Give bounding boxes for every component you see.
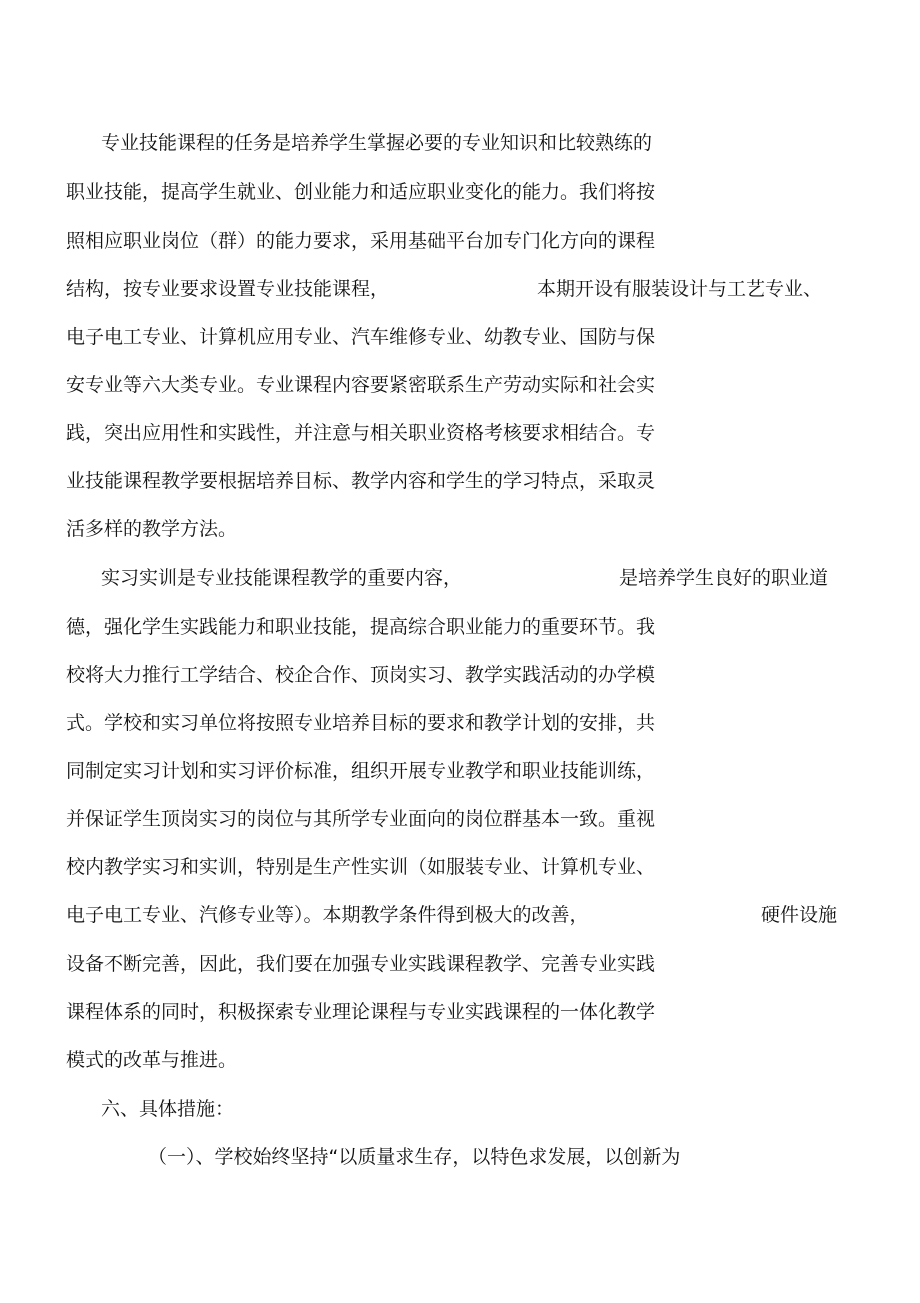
p2-line-11: 模式的改革与推进。	[66, 1049, 238, 1071]
p1-line-8: 业技能课程教学要根据培养目标、教学内容和学生的学习特点，采取灵	[66, 470, 656, 492]
p2-line-6: 并保证学生顶岗实习的岗位与其所学专业面向的岗位群基本一致。重视	[66, 808, 656, 830]
section-heading: 六、具体措施：	[101, 1098, 235, 1120]
p2-line-9: 设备不断完善，因此，我们要在加强专业实践课程教学、完善专业实践	[66, 953, 656, 975]
p1-line-4a: 结构，按专业要求设置专业技能课程，	[66, 278, 390, 300]
p1-line-3: 照相应职业岗位（群）的能力要求，采用基础平台加专门化方向的课程	[66, 230, 656, 252]
p2-line-1b: 是培养学生良好的职业道	[619, 567, 829, 589]
p2-line-8b: 硬件设施	[761, 904, 838, 926]
p2-line-3: 校将大力推行工学结合、校企合作、顶岗实习、教学实践活动的办学模	[66, 664, 656, 686]
subsection-line: （一）、学校始终坚持“以质量求生存，以特色求发展，以创新为	[148, 1146, 681, 1168]
p2-line-1a: 实习实训是专业技能课程教学的重要内容，	[101, 567, 463, 589]
p1-line-5: 电子电工专业、计算机应用专业、汽车维修专业、幼教专业、国防与保	[66, 326, 656, 348]
p2-line-4: 式。学校和实习单位将按照专业培养目标的要求和教学计划的安排，共	[66, 712, 656, 734]
p2-line-5: 同制定实习计划和实习评价标准，组织开展专业教学和职业技能训练，	[66, 760, 656, 782]
p2-line-7: 校内教学实习和实训，特别是生产性实训（如服装专业、计算机专业、	[66, 856, 656, 878]
p2-line-10: 课程体系的同时，积极探索专业理论课程与专业实践课程的一体化教学	[66, 1001, 656, 1023]
p1-line-6: 安专业等六大类专业。专业课程内容要紧密联系生产劳动实际和社会实	[66, 374, 656, 396]
p1-line-2: 职业技能，提高学生就业、创业能力和适应职业变化的能力。我们将按	[66, 181, 656, 203]
p1-line-1: 专业技能课程的任务是培养学生掌握必要的专业知识和比较熟练的	[101, 132, 653, 154]
p2-line-8a: 电子电工专业、汽修专业等）。本期教学条件得到极大的改善，	[66, 904, 589, 926]
p1-line-7: 践，突出应用性和实践性，并注意与相关职业资格考核要求相结合。专	[66, 422, 656, 444]
p1-line-9: 活多样的教学方法。	[66, 518, 238, 540]
p1-line-4b: 本期开设有服装设计与工艺专业、	[537, 278, 823, 300]
p2-line-2: 德，强化学生实践能力和职业技能，提高综合职业能力的重要环节。我	[66, 616, 656, 638]
